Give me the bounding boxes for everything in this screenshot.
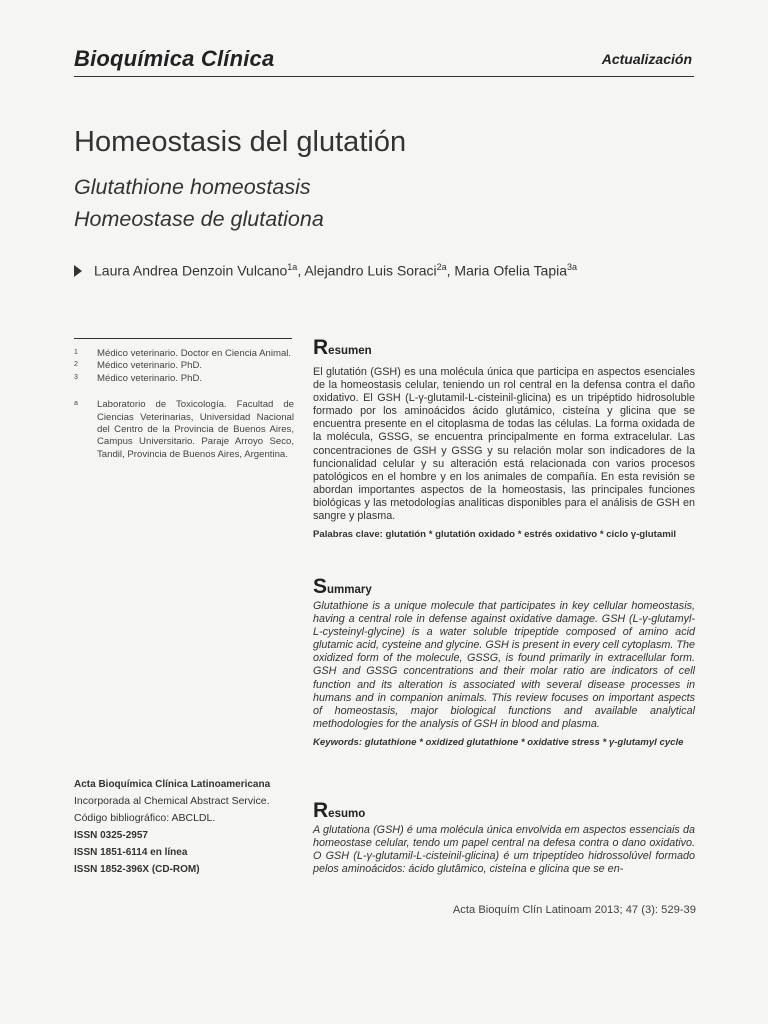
affiliation-note	[74, 360, 294, 372]
lab-address: Laboratorio de Toxicología. Facultad de Ciencias Veterinarias, Universidad Nacional del Centro de la Provincia de Buenos Aires, Campus Universitario. Paraje Arroyo Seco, Tandil, Provincia de Buenos Aires, Argentina.	[97, 399, 294, 460]
resumen-section	[313, 336, 695, 540]
heading-rest: ummary	[327, 584, 372, 596]
bibliographic-code: Código bibliográfico: ABCLDL.	[74, 812, 216, 824]
heading-initial: R	[313, 799, 329, 822]
note-mark: 2	[74, 361, 78, 369]
heading-rest: esumo	[328, 808, 366, 820]
resumen-keywords: Palabras clave: glutatión * glutatión oxidado * estrés oxidativo * ciclo γ-glutamil	[313, 529, 677, 541]
resumo-section	[313, 799, 695, 876]
note-mark: 3	[74, 373, 78, 381]
heading-initial: S	[313, 575, 328, 598]
author-affiliation-mark: 2a	[436, 262, 447, 272]
heading-initial: R	[313, 336, 329, 359]
affiliation-note	[74, 348, 294, 360]
triangle-bullet-icon	[74, 265, 82, 277]
indexing-note: Incorporada al Chemical Abstract Service.	[74, 795, 270, 807]
journal-name: Bioquímica Clínica	[74, 46, 275, 71]
summary-heading	[313, 575, 695, 599]
author-affiliation-mark: 1a	[287, 262, 298, 272]
author-affiliation-mark: 3a	[567, 262, 578, 272]
affiliation-lab	[74, 399, 294, 461]
note-mark: a	[74, 400, 78, 408]
journal-info	[74, 776, 294, 878]
author-separator: ,	[297, 262, 305, 279]
journal-full-name: Acta Bioquímica Clínica Latinoamericana	[74, 779, 271, 790]
issn-cdrom: ISSN 1852-396X (CD-ROM)	[74, 864, 200, 875]
resumen-heading	[313, 336, 695, 360]
affiliations-divider	[74, 338, 292, 339]
subtitle-english: Glutathione homeostasis	[74, 175, 311, 199]
resumo-text: A glutationa (GSH) é uma molécula única envolvida em aspectos essenciais da homeostase celular, tendo um papel central na defesa contra o dano oxidativo. O GSH (L-γ-glutamil-L-cisteinil-glicina) é um tripeptídeo hidrossolúvel formado pelos aminoácidos: ácido glutâmico, cisteína e glicina que se en-	[313, 824, 695, 876]
summary-text: Glutathione is a unique molecule that participates in key cellular homeostasis, having a central role in defense against oxidative damage. GSH (L-γ-glutamyl-L-cysteinyl-glycine) is a water soluble tripeptide composed of amino acid glutamic acid, cysteine and glycine. GSH is present in every cell cytoplasm. The oxidized form of the molecule, GSSG, is found primarily in extracellular form. GSH and GSSG concentrations and their molar ratio are indicators of cell function and its alteration is associated with several disease processes in humans and in companion animals. This review focuses on important aspects of homeostasis, major biological functions and available analytical methodologies for the analysis of GSH in blood and plasma.	[313, 600, 695, 730]
resumen-text: El glutatión (GSH) es una molécula única que participa en aspectos esenciales de la homeostasis celular, teniendo un rol central en la defensa contra el daño oxidativo. El GSH (L-γ-glutamil-L-cisteinil-glicina) es un tripéptido hidrosoluble formado por los aminoácidos ácido glutámico, cisteína y glicina que se encuentra presente en el citoplasma de todas las células. La forma oxidada de la molécula, GSSG, se encuentra principalmente en forma extracelular. Las concentraciones de GSH y GSSG y su relación molar son indicadores de la funcionalidad celular y su alteración está relacionada con varios procesos patológicos en el hombre y en los animales de compañía. En esta revisión se abordan importantes aspectos de la homeostasis, las principales funciones biológicas y las metodologías analíticas disponibles para el análisis de GSH en sangre y plasma.	[313, 366, 695, 523]
section-label: Actualización	[601, 51, 692, 67]
affiliations	[74, 348, 294, 461]
note-text: Médico veterinario. Doctor en Ciencia Animal.	[97, 348, 292, 359]
issn-online: ISSN 1851-6114 en línea	[74, 847, 188, 858]
author-name: Laura Andrea Denzoin Vulcano	[94, 262, 288, 279]
page-header	[74, 46, 694, 77]
citation-footer: Acta Bioquím Clín Latinoam 2013; 47 (3): 529-39	[452, 904, 696, 916]
author-name: Alejandro Luis Soraci	[304, 262, 437, 279]
summary-section	[313, 575, 695, 748]
affiliation-note	[74, 373, 294, 385]
author-separator: ,	[446, 262, 455, 279]
note-text: Médico veterinario. PhD.	[97, 372, 203, 384]
subtitle-portuguese: Homeostase de glutationa	[74, 207, 324, 231]
note-text: Médico veterinario. PhD.	[97, 360, 203, 372]
author-list	[74, 262, 577, 279]
issn-print: ISSN 0325-2957	[74, 830, 148, 841]
note-mark: 1	[74, 349, 78, 356]
resumo-heading	[313, 799, 695, 823]
heading-rest: esumen	[328, 345, 372, 357]
summary-keywords: Keywords: glutathione * oxidized glutathione * oxidative stress * γ-glutamyl cycle	[313, 736, 684, 748]
article-title: Homeostasis del glutatión	[74, 126, 407, 158]
author-name: Maria Ofelia Tapia	[454, 262, 567, 279]
